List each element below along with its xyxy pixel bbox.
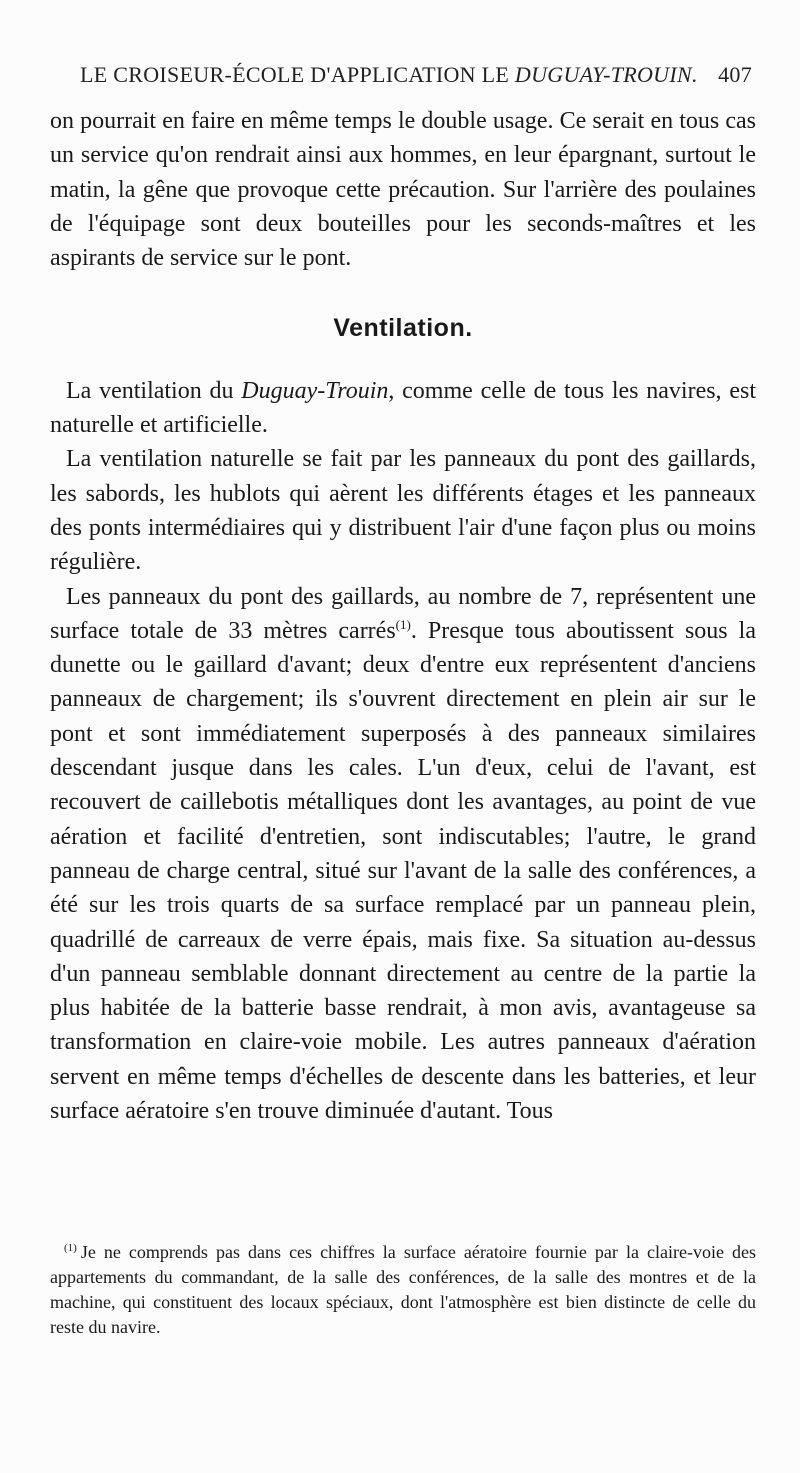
paragraph-1-after: , comme celle de tous les navires, est naturelle et artificielle. (50, 377, 756, 439)
main-text (50, 104, 756, 1128)
paragraph-ventilation-intro (50, 374, 756, 443)
footnote (50, 1240, 756, 1340)
running-header (80, 62, 752, 92)
footnote-text: Je ne comprends pas dans ces chiffres la surface aératoire fournie par la claire-voie des appartements du commandant, de la salle des conférences, de la salle des montres et de la machine, qui constituent des locaux spéciaux, dont l'atmosphère est bien distincte de celle du reste du navire. (50, 1242, 756, 1337)
paragraph-3-before: Les panneaux du pont des gaillards, au nombre de 7, représentent une surface totale de 33 mètres carrés (50, 583, 756, 644)
ship-name: Duguay-Trouin (241, 377, 389, 404)
paragraph-natural-ventilation: La ventilation naturelle se fait par les panneaux du pont des gaillards, les sabords, les hublots qui aèrent les différents étages et les panneaux des ponts intermédiaires qui y distribuent l'air d'une façon plus ou moins régulière. (50, 446, 756, 576)
intro-paragraph: on pourrait en faire en même temps le double usage. Ce serait en tous cas un service qu'on rendrait ainsi aux hommes, en leur épargnant, surtout le matin, la gêne que provoque cette précaution. Sur l'arrière des poulaines de l'équipage sont deux bouteilles pour les seconds-maîtres et les aspirants de service sur le pont. (50, 108, 756, 272)
footnote-reference[interactable]: (1) (395, 616, 411, 632)
running-title (80, 62, 698, 88)
paragraph-3-after: . Presque tous aboutissent sous la dunette ou le gaillard d'avant; deux d'entre eux représentent d'anciens panneaux de chargement; ils s'ouvrent directement en plein air sur le pont et sont immédiatement superposés à des panneaux similaires descendant jusque dans les cales. L'un d'eux, celui de l'avant, est recouvert de caillebotis métalliques dont les avantages, au point de vue aération et facilité d'entretien, sont indiscutables; l'autre, le grand panneau de charge central, situé sur l'avant de la salle des conférences, a été sur les trois quarts de sa surface remplacé par un panneau plein, quadrillé de carreaux de verre épais, mais fixe. Sa situation au-dessus d'un panneau semblable donnant directement au centre de la partie la plus habitée de la batterie basse rendrait, à mon avis, avantageuse sa transformation en claire-voie mobile. Les autres panneaux d'aération servent en même temps d'échelles de descente dans les batteries, et leur surface aératoire s'en trouve diminuée d'autant. Tous (50, 617, 756, 1125)
page-number: 407 (718, 62, 752, 87)
paragraph-panels (50, 580, 756, 1129)
running-title-prefix: LE CROISEUR-ÉCOLE D'APPLICATION LE (80, 62, 515, 87)
paragraph-1-before: La ventilation du (66, 377, 242, 404)
section-heading: Ventilation. (333, 314, 473, 343)
running-title-ship: DUGUAY-TROUIN. (514, 62, 698, 87)
footnote-marker: (1) (64, 1242, 77, 1254)
